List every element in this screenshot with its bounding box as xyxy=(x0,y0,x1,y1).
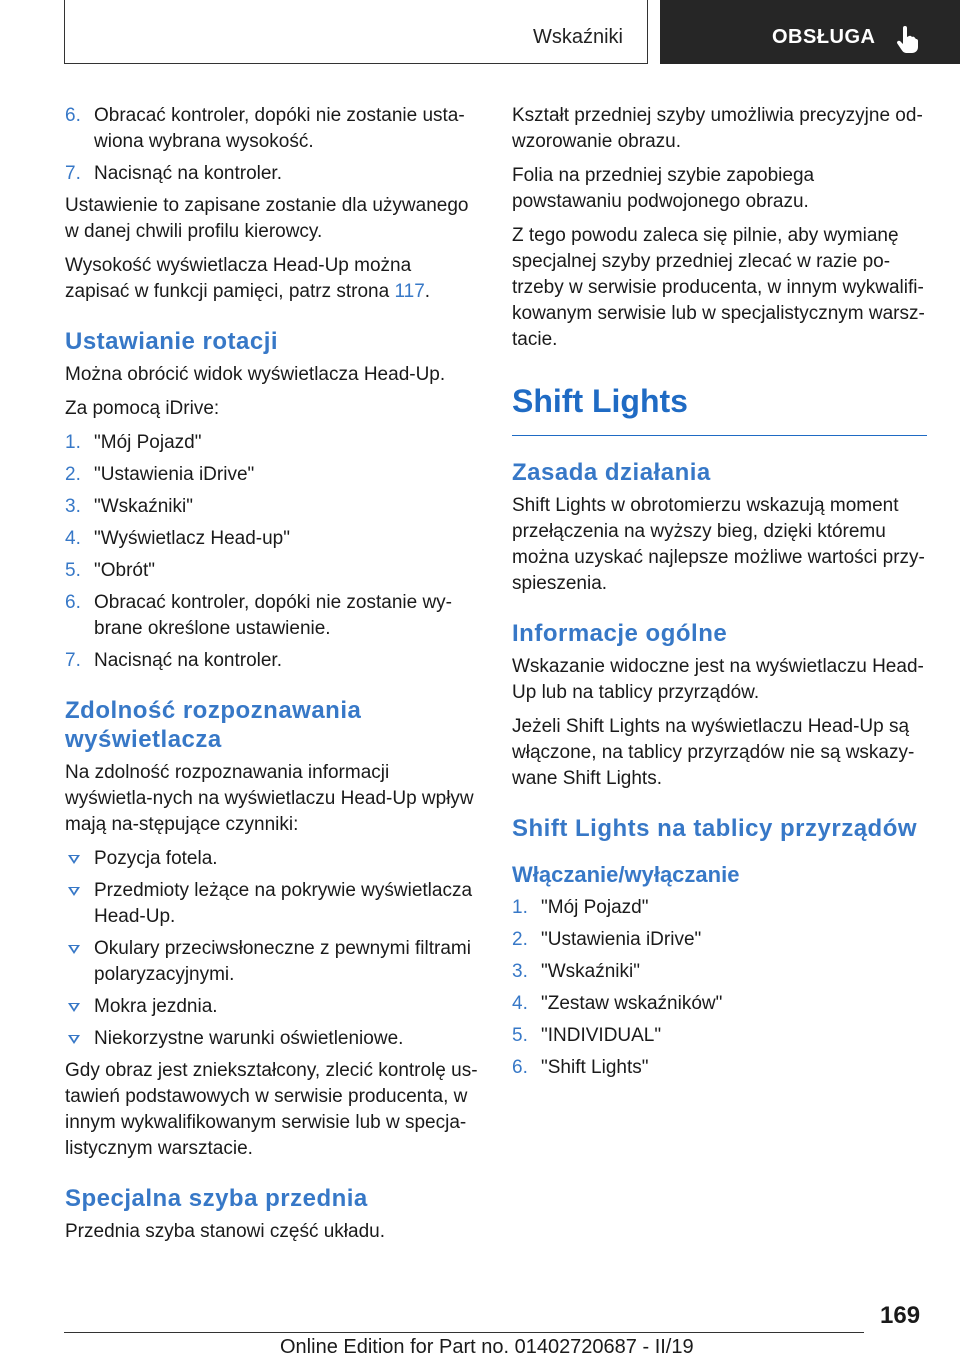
bullet-text: Mokra jezdnia. xyxy=(94,996,218,1017)
paragraph-text: Wysokość wyświetlacza Head-Up można zapisać w funkcji pamięci, patrz strona xyxy=(65,255,412,302)
paragraph: Ustawienie to zapisane zostanie dla używanego w danej chwili profilu kierowcy. xyxy=(65,195,469,242)
step-text: "Mój Pojazd" xyxy=(94,432,202,453)
header-section-title: Wskaźniki xyxy=(532,26,623,48)
step-text: "Mój Pojazd" xyxy=(541,897,649,918)
heading-shift-lights: Shift Lights xyxy=(512,381,927,436)
step-number: 7. xyxy=(65,163,81,184)
step-number: 2. xyxy=(512,929,528,950)
header-section-box xyxy=(64,0,648,64)
triangle-bullet-icon xyxy=(68,855,80,864)
list-item xyxy=(65,526,480,552)
right-column xyxy=(512,103,927,1087)
step-number: 3. xyxy=(65,496,81,517)
step-number: 1. xyxy=(65,432,81,453)
list-item xyxy=(512,1055,927,1081)
step-text: Nacisnąć na kontroler. xyxy=(94,163,282,184)
paragraph: Za pomocą iDrive: xyxy=(65,398,220,419)
bullet-text: Niekorzystne warunki oświetleniowe. xyxy=(94,1028,404,1049)
heading-toggle: Włączanie/wyłączanie xyxy=(512,862,740,887)
paragraph: Folia na przedniej szybie zapobiega powstawaniu podwojonego obrazu. xyxy=(512,165,815,212)
list-item xyxy=(512,895,927,921)
step-text: "INDIVIDUAL" xyxy=(541,1025,662,1046)
paragraph: Można obrócić widok wyświetlacza Head-Up. xyxy=(65,364,446,385)
step-text: "Zestaw wskaźników" xyxy=(541,993,723,1014)
bullet-text: Przedmioty leżące na pokrywie wyświetlacza Head-Up. xyxy=(94,880,473,927)
list-item xyxy=(65,430,480,456)
step-number: 2. xyxy=(65,464,81,485)
page-link[interactable]: 117 xyxy=(394,281,425,302)
step-number: 7. xyxy=(65,650,81,671)
paragraph: Shift Lights w obrotomierzu wskazują moment przełączenia na wyższy bieg, dzięki któremu można uzyskać najlepsze możliwe wartości przy-spieszenia. xyxy=(512,495,925,594)
step-text: Nacisnąć na kontroler. xyxy=(94,650,282,671)
step-text: "Obrót" xyxy=(94,560,156,581)
bullet-item xyxy=(65,846,480,872)
paragraph: Wysokość wyświetlacza Head-Up można zapisać w funkcji pamięci, patrz strona 117. xyxy=(65,255,431,302)
paragraph: Na zdolność rozpoznawania informacji wyświetla-nych na wyświetlaczu Head-Up wpływ mają na-stępujące czynniki: xyxy=(65,762,474,835)
step-number: 6. xyxy=(512,1057,528,1078)
step-text: "Shift Lights" xyxy=(541,1057,649,1078)
heading-rotation: Ustawianie rotacji xyxy=(65,328,279,355)
paragraph: Z tego powodu zaleca się pilnie, aby wymianę specjalnej szyby przedniej zlecać w razie po-trzeby w serwisie producenta, w innym wykwalifi-kowanym serwisie lub w specjalistycznym warsz-tacie. xyxy=(512,225,925,350)
triangle-bullet-icon xyxy=(68,887,80,896)
list-item xyxy=(65,558,480,584)
step-text: "Wskaźniki" xyxy=(94,496,193,517)
list-item xyxy=(512,991,927,1017)
page-number: 169 xyxy=(880,1302,921,1329)
hand-pointer-icon xyxy=(894,26,920,54)
paragraph: Kształt przedniej szyby umożliwia precyzyjne od-wzorowanie obrazu. xyxy=(512,105,923,152)
list-item xyxy=(65,161,480,187)
paragraph: Jeżeli Shift Lights na wyświetlaczu Head-Up są włączone, na tablicy przyrządów nie są wskazy-wane Shift Lights. xyxy=(512,716,915,789)
step-number: 5. xyxy=(65,560,81,581)
step-number: 4. xyxy=(65,528,81,549)
step-text: Obracać kontroler, dopóki nie zostanie wy- brane określone ustawienie. xyxy=(94,592,453,639)
bullet-item xyxy=(65,878,480,930)
paragraph: Przednia szyba stanowi część układu. xyxy=(65,1221,385,1242)
heading-general-info: Informacje ogólne xyxy=(512,620,728,647)
list-item xyxy=(65,462,480,488)
bullet-item xyxy=(65,936,480,988)
heading-instrument-cluster: Shift Lights na tablicy przyrządów xyxy=(512,815,918,842)
step-number: 3. xyxy=(512,961,528,982)
step-number: 1. xyxy=(512,897,528,918)
step-number: 4. xyxy=(512,993,528,1014)
step-text: "Ustawienia iDrive" xyxy=(541,929,702,950)
paragraph: Wskazanie widoczne jest na wyświetlaczu Head-Up lub na tablicy przyrządów. xyxy=(512,656,924,703)
heading-visibility: Zdolność rozpoznawania wyświetlacza xyxy=(65,697,362,753)
step-text: "Wyświetlacz Head-up" xyxy=(94,528,290,549)
triangle-bullet-icon xyxy=(68,1035,80,1044)
list-item xyxy=(512,1023,927,1049)
heading-windshield: Specjalna szyba przednia xyxy=(65,1185,368,1212)
bullet-item xyxy=(65,994,480,1020)
list-item xyxy=(512,959,927,985)
heading-principle: Zasada działania xyxy=(512,459,711,486)
list-item xyxy=(512,927,927,953)
triangle-bullet-icon xyxy=(68,945,80,954)
list-item xyxy=(65,494,480,520)
list-item xyxy=(65,648,480,674)
step-text: Obracać kontroler, dopóki nie zostanie usta- wiona wybrana wysokość. xyxy=(94,105,465,152)
step-text: "Ustawienia iDrive" xyxy=(94,464,255,485)
footer-edition: Online Edition for Part no. 01402720687 - II/19 xyxy=(280,1336,694,1358)
list-item xyxy=(65,103,480,155)
left-column xyxy=(65,103,480,1253)
step-number: 6. xyxy=(65,105,81,126)
bullet-text: Okulary przeciwsłoneczne z pewnymi filtrami polaryzacyjnymi. xyxy=(94,938,471,985)
header-chapter-label: OBSŁUGA xyxy=(772,26,876,48)
footer-divider xyxy=(64,1332,864,1333)
step-number: 6. xyxy=(65,592,81,613)
paragraph: Gdy obraz jest zniekształcony, zlecić kontrolę us-tawień podstawowych w serwisie producenta, w innym wykwalifikowanym serwisie lub w specja-listycznym warsztacie. xyxy=(65,1060,478,1159)
triangle-bullet-icon xyxy=(68,1003,80,1012)
bullet-text: Pozycja fotela. xyxy=(94,848,218,869)
bullet-item xyxy=(65,1026,480,1052)
step-number: 5. xyxy=(512,1025,528,1046)
step-text: "Wskaźniki" xyxy=(541,961,640,982)
list-item xyxy=(65,590,480,642)
